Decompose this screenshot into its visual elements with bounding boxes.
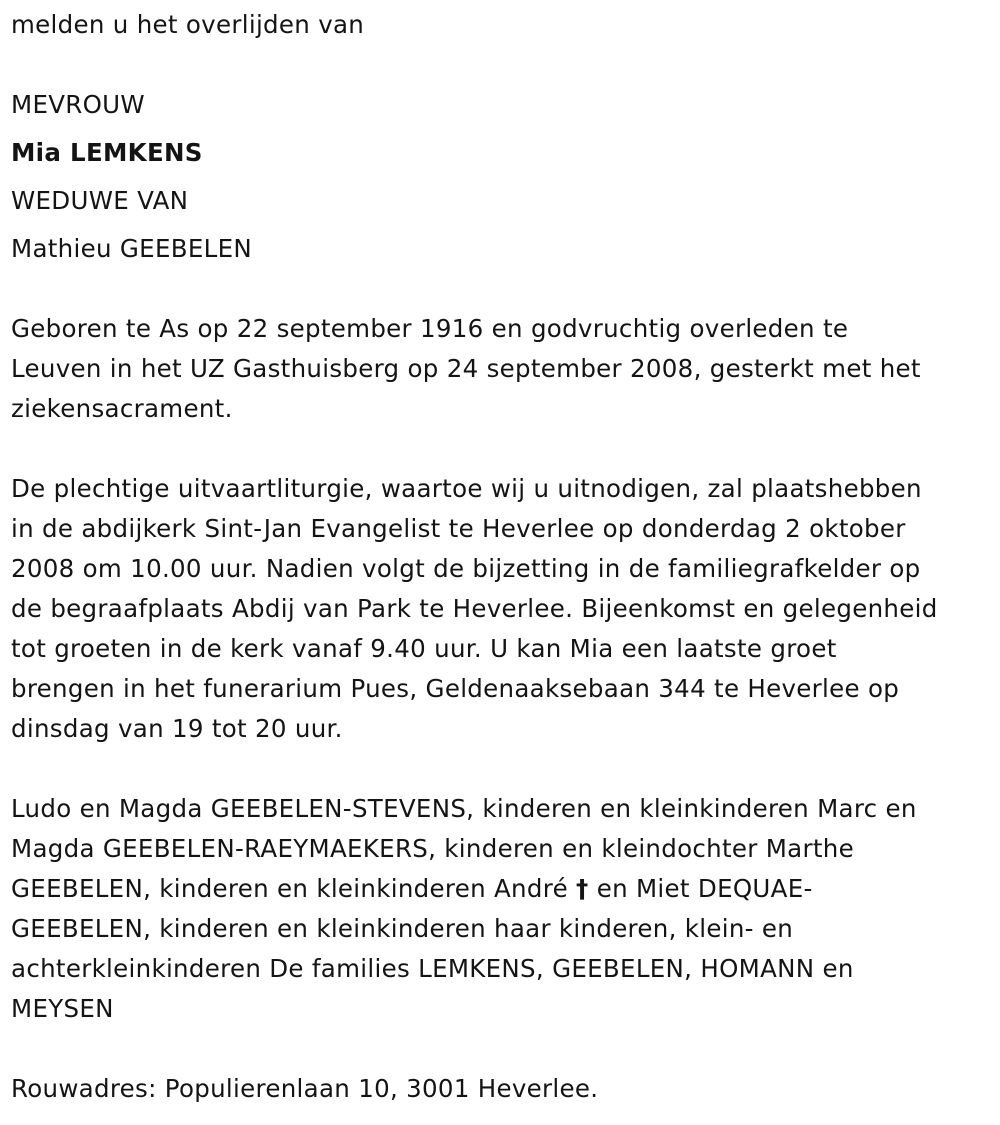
paragraph-line: MEYSEN [11, 994, 114, 1023]
paragraph-line: Leuven in het UZ Gasthuisberg op 24 september 2008, gesterkt met het [11, 354, 921, 383]
paragraph-line: Geboren te As op 22 september 1916 en godvruchtig overleden te [11, 314, 849, 343]
paragraph-line: Ludo en Magda GEEBELEN-STEVENS, kinderen en kleinkinderen Marc en [11, 794, 917, 823]
paragraph-line: ziekensacrament. [11, 394, 233, 423]
family-text-before-cross: GEEBELEN, kinderen en kleinkinderen André [11, 874, 577, 903]
paragraph-line: tot groeten in de kerk vanaf 9.40 uur. U kan Mia een laatste groet [11, 634, 837, 663]
paragraph-line: Magda GEEBELEN-RAEYMAEKERS, kinderen en kleindochter Marthe [11, 834, 854, 863]
cross-icon: † [576, 874, 589, 903]
paragraph-line: in de abdijkerk Sint-Jan Evangelist te Heverlee op donderdag 2 oktober [11, 514, 906, 543]
family-paragraph [11, 789, 991, 1029]
birth-death-paragraph [11, 309, 991, 429]
paragraph-line: dinsdag van 19 tot 20 uur. [11, 714, 343, 743]
widow-of-label: WEDUWE VAN [11, 186, 189, 215]
paragraph-line: GEEBELEN, kinderen en kleinkinderen haar kinderen, klein- en [11, 914, 794, 943]
paragraph-line: achterkleinkinderen De families LEMKENS, GEEBELEN, HOMANN en [11, 954, 854, 983]
funeral-paragraph [11, 469, 991, 749]
paragraph-line: De plechtige uitvaartliturgie, waartoe wij u uitnodigen, zal plaatshebben [11, 474, 922, 503]
paragraph-line: 2008 om 10.00 uur. Nadien volgt de bijzetting in de familiegrafkelder op [11, 554, 921, 583]
paragraph-line: brengen in het funerarium Pues, Geldenaaksebaan 344 te Heverlee op [11, 674, 900, 703]
mourning-address: Rouwadres: Populierenlaan 10, 3001 Heverlee. [11, 1074, 599, 1103]
deceased-name: Mia LEMKENS [11, 138, 203, 167]
paragraph-line: de begraafplaats Abdij van Park te Heverlee. Bijeenkomst en gelegenheid [11, 594, 938, 623]
intro-text: melden u het overlijden van [11, 10, 365, 39]
spouse-name: Mathieu GEEBELEN [11, 234, 252, 263]
paragraph-line [11, 869, 991, 909]
family-text-after-cross: en Miet DEQUAE- [588, 874, 813, 903]
title-label: MEVROUW [11, 90, 145, 119]
